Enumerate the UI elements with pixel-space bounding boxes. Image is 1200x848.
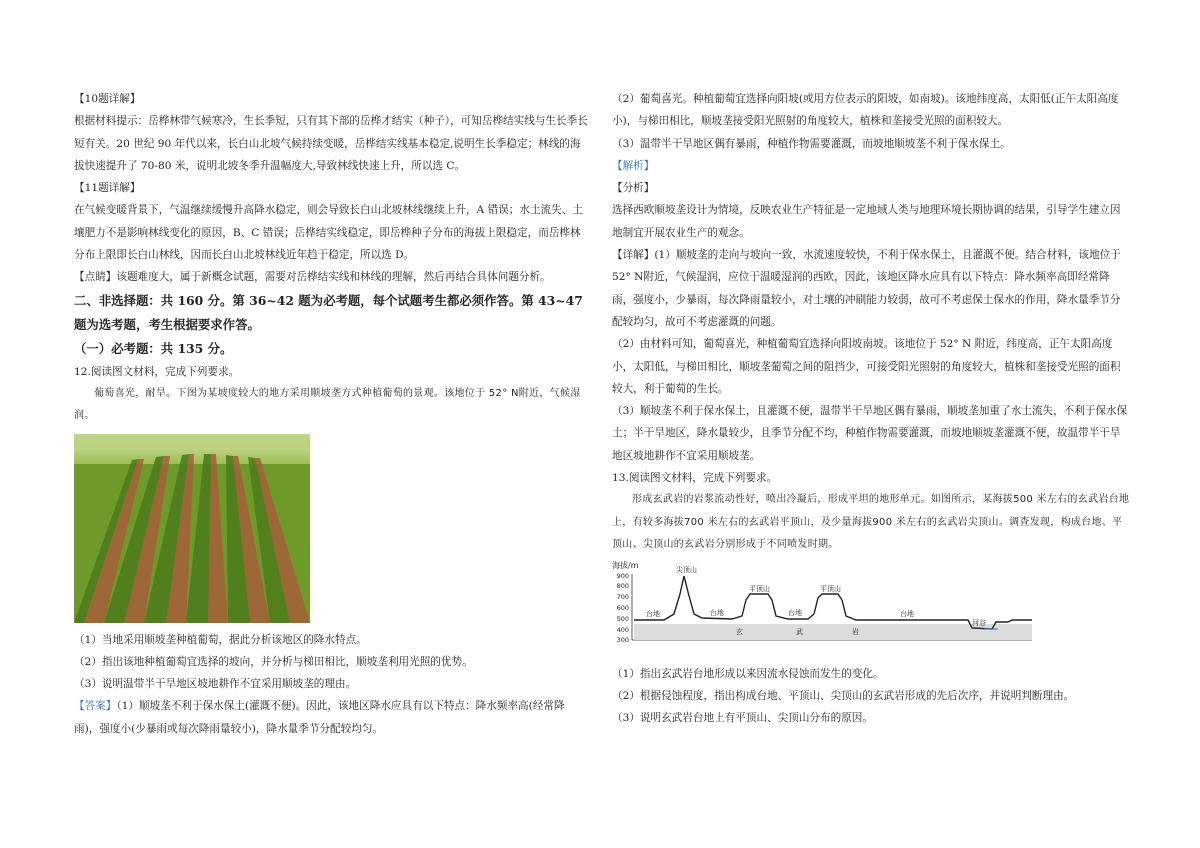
- answer-tag: 【答案】: [74, 700, 117, 713]
- label-pingding-1: 平顶山: [749, 585, 770, 594]
- fenxi-heading: 【分析】: [612, 182, 655, 195]
- label-yan: 岩: [852, 628, 859, 637]
- ytick-500: 500: [616, 615, 629, 624]
- label-taidi-1: 台地: [646, 610, 660, 619]
- ytick-700: 700: [616, 593, 629, 602]
- right-column: [612, 88, 1130, 729]
- xiangjie-3: （3）顺坡垄不利于保水保土，且灌溉不便，温带半干旱地区偶有暴雨，顺坡垄加重了水土流失，不利于保水保土；半干旱地区，降水量较少，且季节分配不均，种植作物需要灌溉，而坡地顺坡垄灌溉不便，故温带半干旱地区坡地耕作不宜采用顺坡垄。: [612, 405, 1128, 462]
- basalt-profile-diagram: [612, 558, 1038, 650]
- label-pingding-2: 平顶山: [820, 585, 841, 594]
- ytick-400: 400: [616, 626, 629, 635]
- xiangjie-1: 【详解】(1）顺坡垄的走向与坡向一致，水流速度较快，不利于保水保土，且灌溉不便。结合材料，该地位于 52° N附近，气候湿润，应位于温暖湿润的西欧，因此，该地区降水应具有以下特点：降水频率高即经常降雨，强度小，少暴雨，每次降雨量较小，对土壤的冲刷能力较弱，故可不考虑保土保水的作用，降水量季节分配较均匀，故可不考虑灌溉的问题。: [612, 249, 1121, 328]
- heading-q11: 【11题详解】: [74, 182, 141, 195]
- subsection-heading: （一）必考题：共 135 分。: [74, 340, 233, 356]
- left-column: [74, 88, 588, 740]
- ytick-900: 900: [616, 572, 629, 581]
- label-jianding: 尖顶山: [676, 566, 697, 575]
- ytick-800: 800: [616, 582, 629, 591]
- question-13-3: （3）说明玄武岩台地上有平顶山、尖顶山分布的原因。: [612, 712, 873, 725]
- label-xuan: 玄: [736, 628, 743, 637]
- label-taidi-4: 台地: [900, 610, 914, 619]
- heading-q10: 【10题详解】: [74, 93, 141, 105]
- material-13: 形成玄武岩的岩浆流动性好，喷出冷凝后，形成平坦的地形单元。如图所示，某海拔500 米左右的玄武岩台地上，有较多海拔700 米左右的玄武岩平顶山，及少量海拔900 米左右的玄武岩尖顶山。调查发现，构成台地、平顶山、尖顶山的玄武岩分别形成于不同喷发时期。: [612, 494, 1130, 550]
- dianjing-note: 【点睛】该题难度大，属于新概念试题，需要对岳桦结实线和林线的理解，然后再结合具体问题分析。: [74, 271, 551, 284]
- material-12: 葡萄喜光，耐旱。下图为某坡度较大的地方采用顺坡垄方式种植葡萄的景观。该地位于 52° N附近，气候湿润。: [74, 387, 581, 422]
- label-taidi-3: 台地: [788, 609, 802, 618]
- question-13-1: （1）指出玄武岩台地形成以来因流水侵蚀而发生的变化。: [612, 667, 884, 680]
- paragraph-q10: 根据材料提示：岳桦林带气候寒冷，生长季短，只有其下部的岳桦才结实（种子），可知岳桦结实线与生长季长短有关。20 世纪 90 年代以来，长白山北坡气候持续变暖，岳桦结实线基本稳定,说明生长季稳定；林线的海拔快速提升了 70-80 米，说明北坡冬季升温幅度大,导致林线快速上升，所以选 C。: [74, 115, 588, 172]
- section-heading: 二、非选择题：共 160 分。第 36~42 题为必考题，每个试题考生都必须作答。第 43~47 题为选考题，考生根据要求作答。: [74, 292, 583, 332]
- answer-12-3: （3）温带半干旱地区偶有暴雨，种植作物需要灌溉，而坡地顺坡垄不利于保水保土。: [612, 137, 1011, 150]
- question-12-2: （2）指出该地种植葡萄宜选择的坡向，并分析与梯田相比，顺坡垄利用光照的优势。: [74, 655, 473, 668]
- fenxi-text: 选择西欧顺坡垄设计为情境，反映农业生产特征是一定地域人类与地理环境长期协调的结果，引导学生建立因地制宜开展农业生产的观念。: [612, 204, 1121, 239]
- paragraph-q11: 在气候变暖背景下，气温继续缓慢升高降水稳定，则会导致长白山北坡林线继续上升，A 错误；水土流失、土壤肥力不是影响林线变化的原因，B、C 错误；岳桦结实线稳定，即岳桦种子分布的海拔上限稳定，而岳桦林分布上限即长白山林线，因而长白山北坡林线近年趋于稳定，所以选 D。: [74, 204, 583, 262]
- question-13-title: 13.阅读图文材料，完成下列要求。: [612, 472, 778, 485]
- question-13-2: （2）根据侵蚀程度，指出构成台地、平顶山、尖顶山的玄武岩形成的先后次序，并说明判断理由。: [612, 689, 1075, 702]
- answer-12-1: [74, 695, 588, 740]
- ytick-300: 300: [616, 636, 629, 645]
- answer-12-2: （2）葡萄喜光。种植葡萄宜选择向阳坡(或用方位表示的阳坡，如南坡)。该地纬度高，太阳低(正午太阳高度小)，与梯田相比，顺坡垄接受阳光照射的角度较大，植株和垄接受光照的面积较大。: [612, 93, 1119, 128]
- label-taidi-2: 台地: [710, 609, 724, 618]
- label-hegu: 河谷: [972, 619, 986, 628]
- jiexi-tag: 【解析】: [612, 159, 655, 172]
- vineyard-photo: [74, 434, 310, 623]
- xiangjie-2: （2）由材料可知，葡萄喜光，种植葡萄宜选择向阳坡南坡。该地位于 52° N 附近，纬度高，正午太阳高度小，太阳低，与梯田相比，顺坡垄葡萄之间的阻挡少，可接受阳光照射的角度较大，植株和垄接受光照的面积较大，利于葡萄的生长。: [612, 338, 1121, 395]
- ytick-600: 600: [616, 604, 629, 613]
- question-12-3: （3）说明温带半干旱地区坡地耕作不宜采用顺坡垄的理由。: [74, 678, 357, 691]
- question-12-1: （1）当地采用顺坡垄种植葡萄，据此分析该地区的降水特点。: [74, 633, 367, 646]
- label-wu: 武: [796, 628, 803, 637]
- diagram-ylabel: 海拔/m: [612, 561, 639, 571]
- question-12-title: 12.阅读图文材料，完成下列要求。: [74, 365, 240, 378]
- answer-12-1-text: （1）顺坡垄不利于保水保土(灌溉不便)。因此，该地区降水应具有以下特点：降水频率高(经常降雨)，强度小(少暴雨或每次降雨量较小)，降水量季节分配较均匀。: [74, 700, 565, 735]
